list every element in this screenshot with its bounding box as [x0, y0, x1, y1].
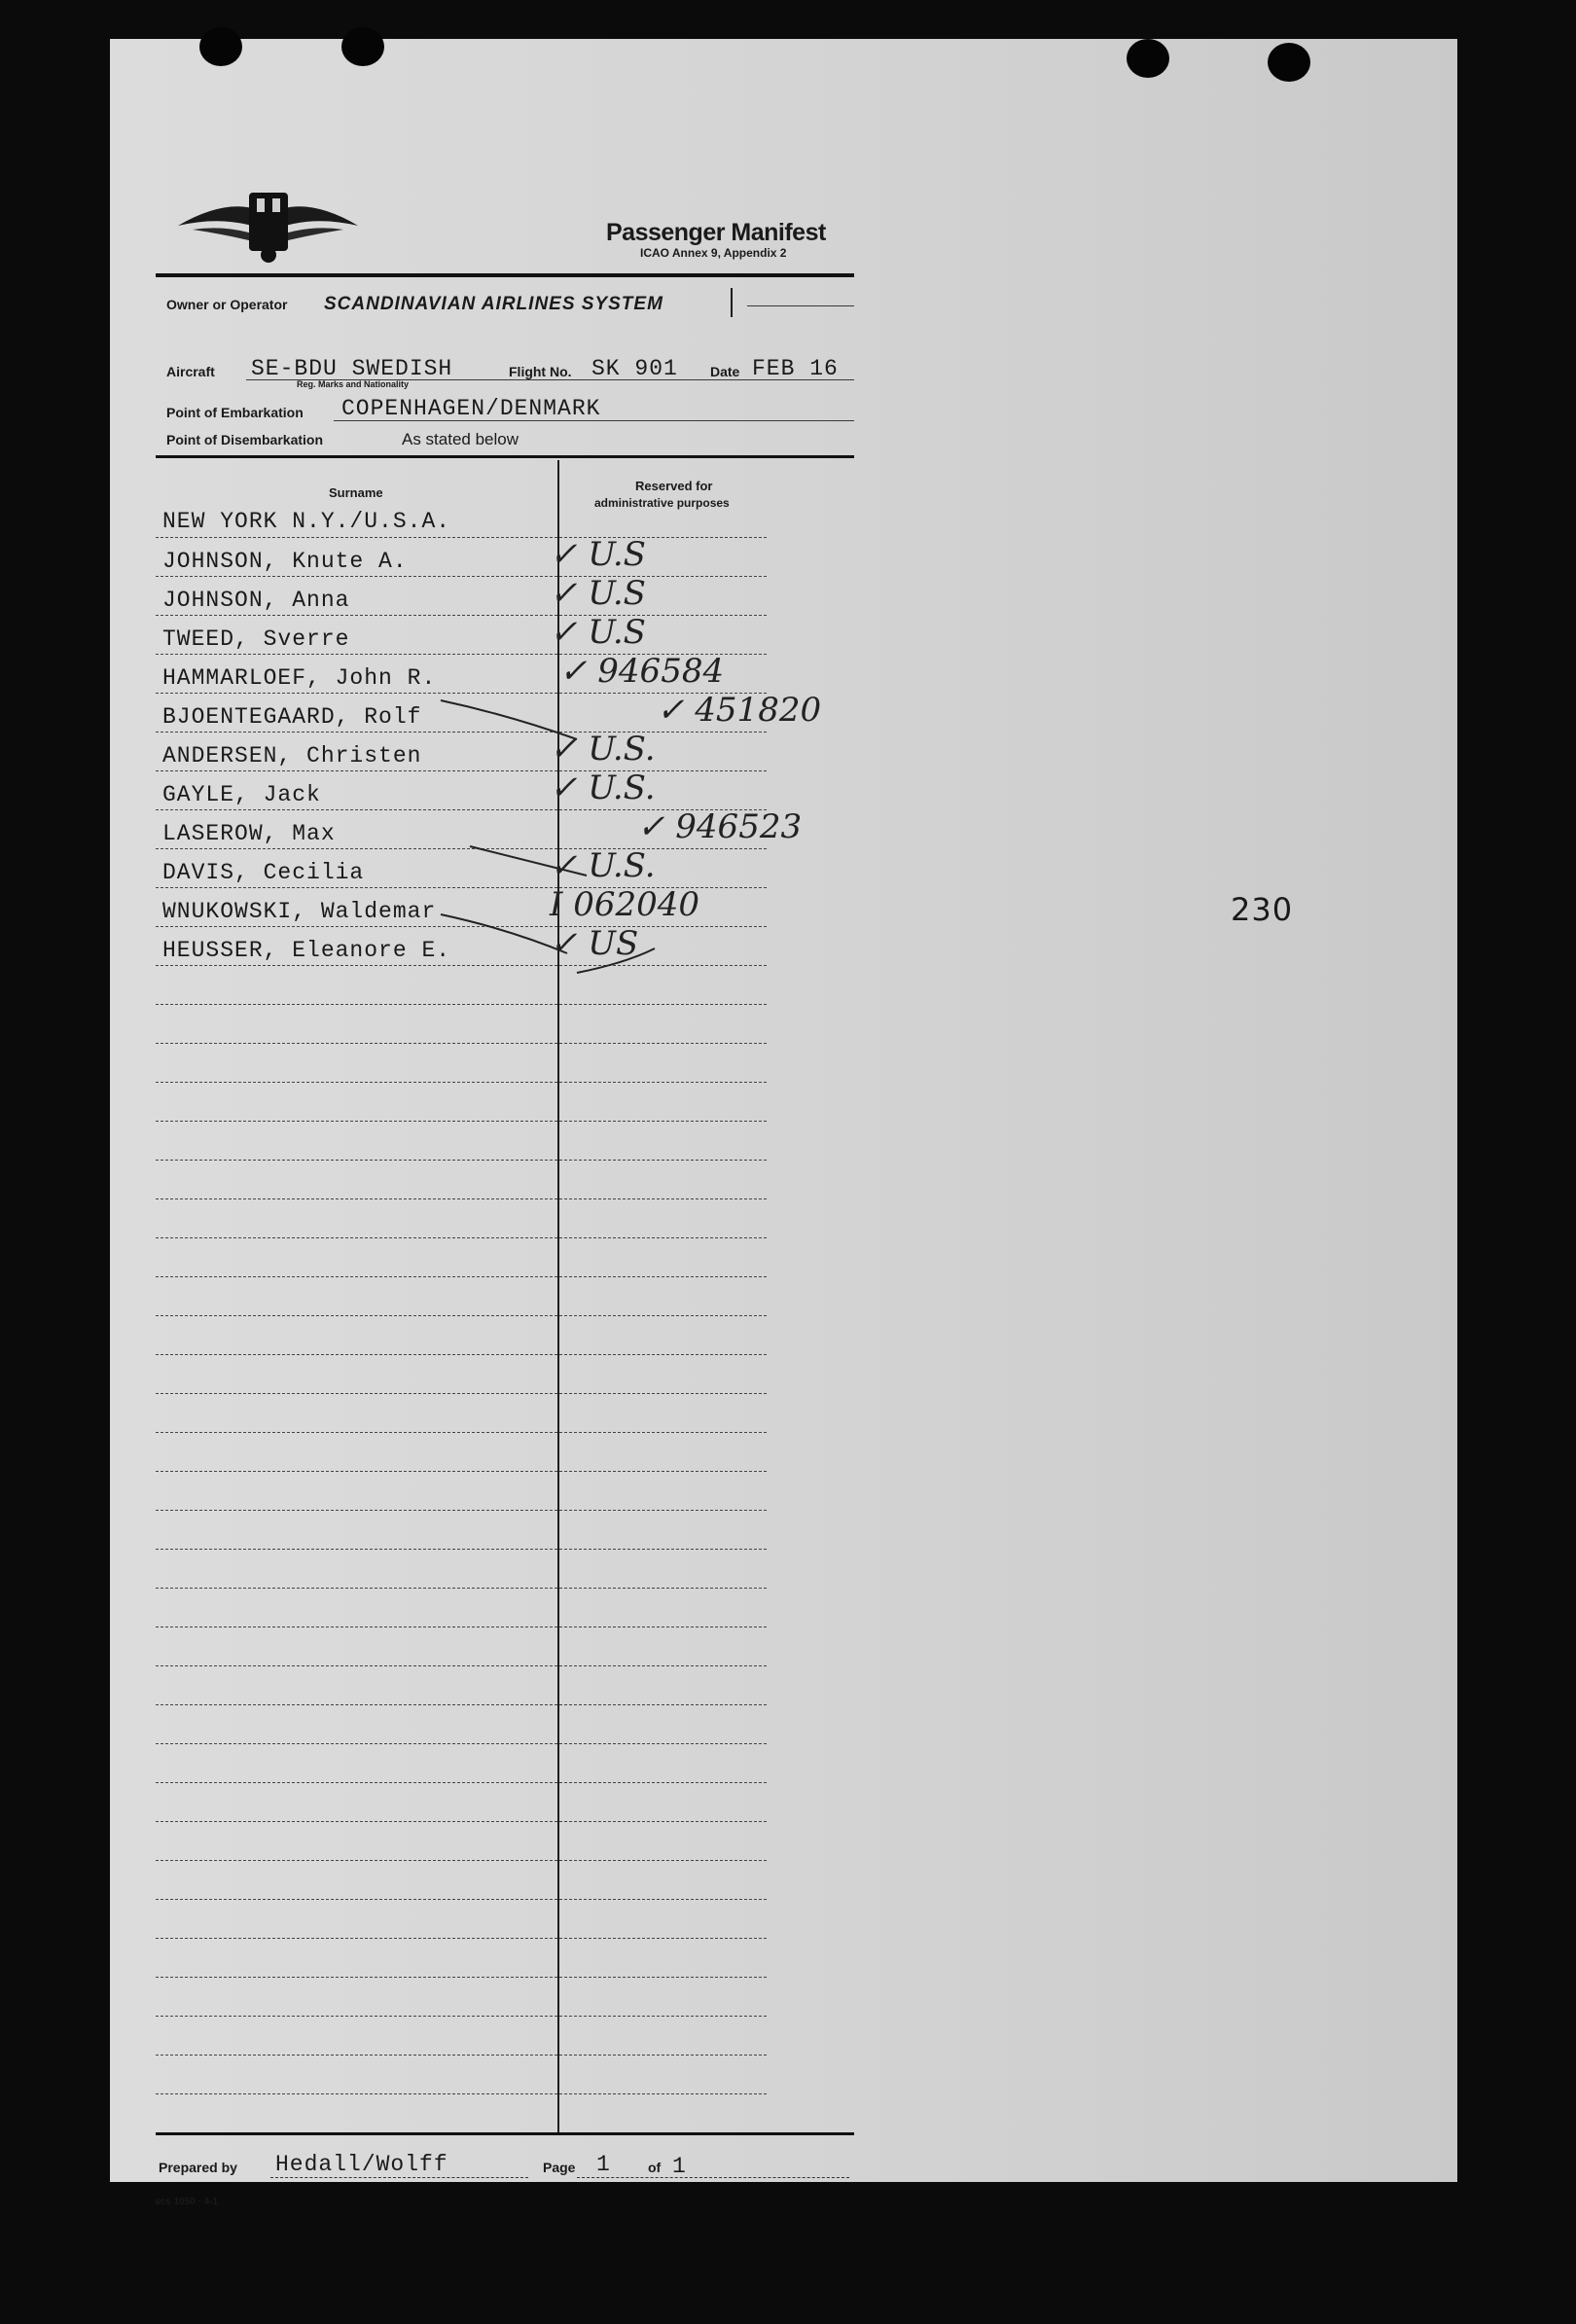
owner-label: Owner or Operator — [166, 297, 288, 312]
side-number: 230 — [1231, 891, 1294, 928]
ruled-line — [156, 2055, 767, 2056]
airline-logo-icon — [173, 185, 363, 268]
reserved-header-line1: Reserved for — [635, 479, 713, 493]
ruled-line — [156, 1198, 767, 1199]
ruled-line — [156, 1899, 767, 1900]
admin-note: ✓ U.S — [550, 574, 646, 613]
passenger-name: ANDERSEN, Christen — [162, 743, 422, 769]
ruled-line — [156, 1004, 767, 1005]
page-label: Page — [543, 2160, 576, 2175]
passenger-name: JOHNSON, Anna — [162, 588, 350, 613]
ruled-line — [156, 1315, 767, 1316]
ruled-line — [156, 1432, 767, 1433]
footer-rule — [156, 2132, 854, 2135]
ruled-line — [156, 1782, 767, 1783]
ruled-line — [156, 1393, 767, 1394]
disembarkation-label: Point of Disembarkation — [166, 432, 324, 447]
aircraft-value: SE-BDU SWEDISH — [251, 356, 453, 381]
admin-note: ✓ U.S. — [550, 769, 656, 807]
header-bottom-rule — [156, 455, 854, 458]
prepared-by-label: Prepared by — [159, 2160, 237, 2175]
admin-note: I 062040 — [550, 885, 700, 924]
punch-hole — [1127, 39, 1169, 78]
header-rule — [156, 273, 854, 277]
admin-note: ✓ 946584 — [559, 652, 725, 691]
punch-hole — [1268, 43, 1310, 82]
ruled-line — [156, 1043, 767, 1044]
form-code: scs 1050 · 4-1 — [155, 2197, 219, 2207]
ruled-line — [156, 1977, 767, 1978]
ruled-line — [156, 1860, 767, 1861]
ruled-line — [156, 1237, 767, 1238]
prepared-by-value: Hedall/Wolff — [275, 2152, 448, 2177]
passenger-name: HEUSSER, Eleanore E. — [162, 938, 451, 963]
passenger-name: DAVIS, Cecilia — [162, 860, 365, 885]
ruled-line — [156, 1743, 767, 1744]
ruled-line — [156, 1938, 767, 1939]
page-line — [577, 2177, 849, 2178]
owner-value: SCANDINAVIAN AIRLINES SYSTEM — [324, 294, 663, 314]
handwritten-strokes — [431, 681, 723, 992]
admin-note: ✓ U.S — [550, 535, 646, 574]
aircraft-sublabel: Reg. Marks and Nationality — [297, 379, 410, 389]
admin-note: ✓ 451820 — [657, 691, 822, 730]
ruled-line — [156, 1510, 767, 1511]
passenger-name: TWEED, Sverre — [162, 626, 350, 652]
passenger-name: BJOENTEGAARD, Rolf — [162, 704, 422, 730]
ruled-line — [156, 1082, 767, 1083]
passenger-name: LASEROW, Max — [162, 821, 336, 846]
date-value: FEB 16 — [752, 356, 839, 381]
ruled-line — [156, 1276, 767, 1277]
surname-header: Surname — [329, 485, 383, 500]
ruled-line — [156, 1354, 767, 1355]
flight-label: Flight No. — [509, 364, 572, 379]
ruled-line — [156, 537, 767, 538]
ruled-line — [156, 1588, 767, 1589]
admin-note: ✓ U.S. — [550, 730, 656, 769]
embarkation-value: COPENHAGEN/DENMARK — [341, 396, 601, 421]
ruled-line — [156, 576, 767, 577]
ruled-line — [156, 1121, 767, 1122]
embarkation-line — [334, 420, 854, 421]
admin-note: ✓ U.S. — [550, 846, 656, 885]
flight-value: SK 901 — [591, 356, 678, 381]
manifest-subtitle: ICAO Annex 9, Appendix 2 — [640, 246, 787, 260]
ruled-line — [156, 1471, 767, 1472]
page-value: 1 — [596, 2152, 611, 2177]
passenger-name: HAMMARLOEF, John R. — [162, 665, 437, 691]
ruled-line — [156, 1549, 767, 1550]
aircraft-line — [246, 379, 854, 380]
admin-note: ✓ 946523 — [637, 807, 803, 846]
manifest-title: Passenger Manifest — [606, 219, 826, 246]
passenger-name: WNUKOWSKI, Waldemar — [162, 899, 437, 924]
ruled-line — [156, 1665, 767, 1666]
ruled-line — [156, 615, 767, 616]
reserved-header-line2: administrative purposes — [594, 496, 730, 510]
ruled-line — [156, 1160, 767, 1161]
punch-hole — [199, 27, 242, 66]
ruled-line — [156, 2093, 767, 2094]
ruled-line — [156, 2016, 767, 2017]
of-value: 1 — [672, 2154, 687, 2179]
passenger-name: GAYLE, Jack — [162, 782, 321, 807]
of-label: of — [648, 2160, 662, 2175]
admin-note: ✓ U.S — [550, 613, 646, 652]
ruled-line — [156, 1704, 767, 1705]
admin-note: ✓ US — [550, 924, 639, 963]
owner-mark — [731, 288, 733, 317]
destination-text: NEW YORK N.Y./U.S.A. — [162, 509, 451, 534]
disembarkation-value: As stated below — [402, 430, 519, 448]
punch-hole — [341, 27, 384, 66]
passenger-name: JOHNSON, Knute A. — [162, 549, 408, 574]
prepared-by-line — [270, 2177, 528, 2178]
owner-line — [747, 305, 854, 306]
embarkation-label: Point of Embarkation — [166, 405, 304, 420]
ruled-line — [156, 1821, 767, 1822]
date-label: Date — [710, 364, 740, 379]
manifest-page — [110, 39, 1457, 2207]
aircraft-label: Aircraft — [166, 364, 215, 379]
